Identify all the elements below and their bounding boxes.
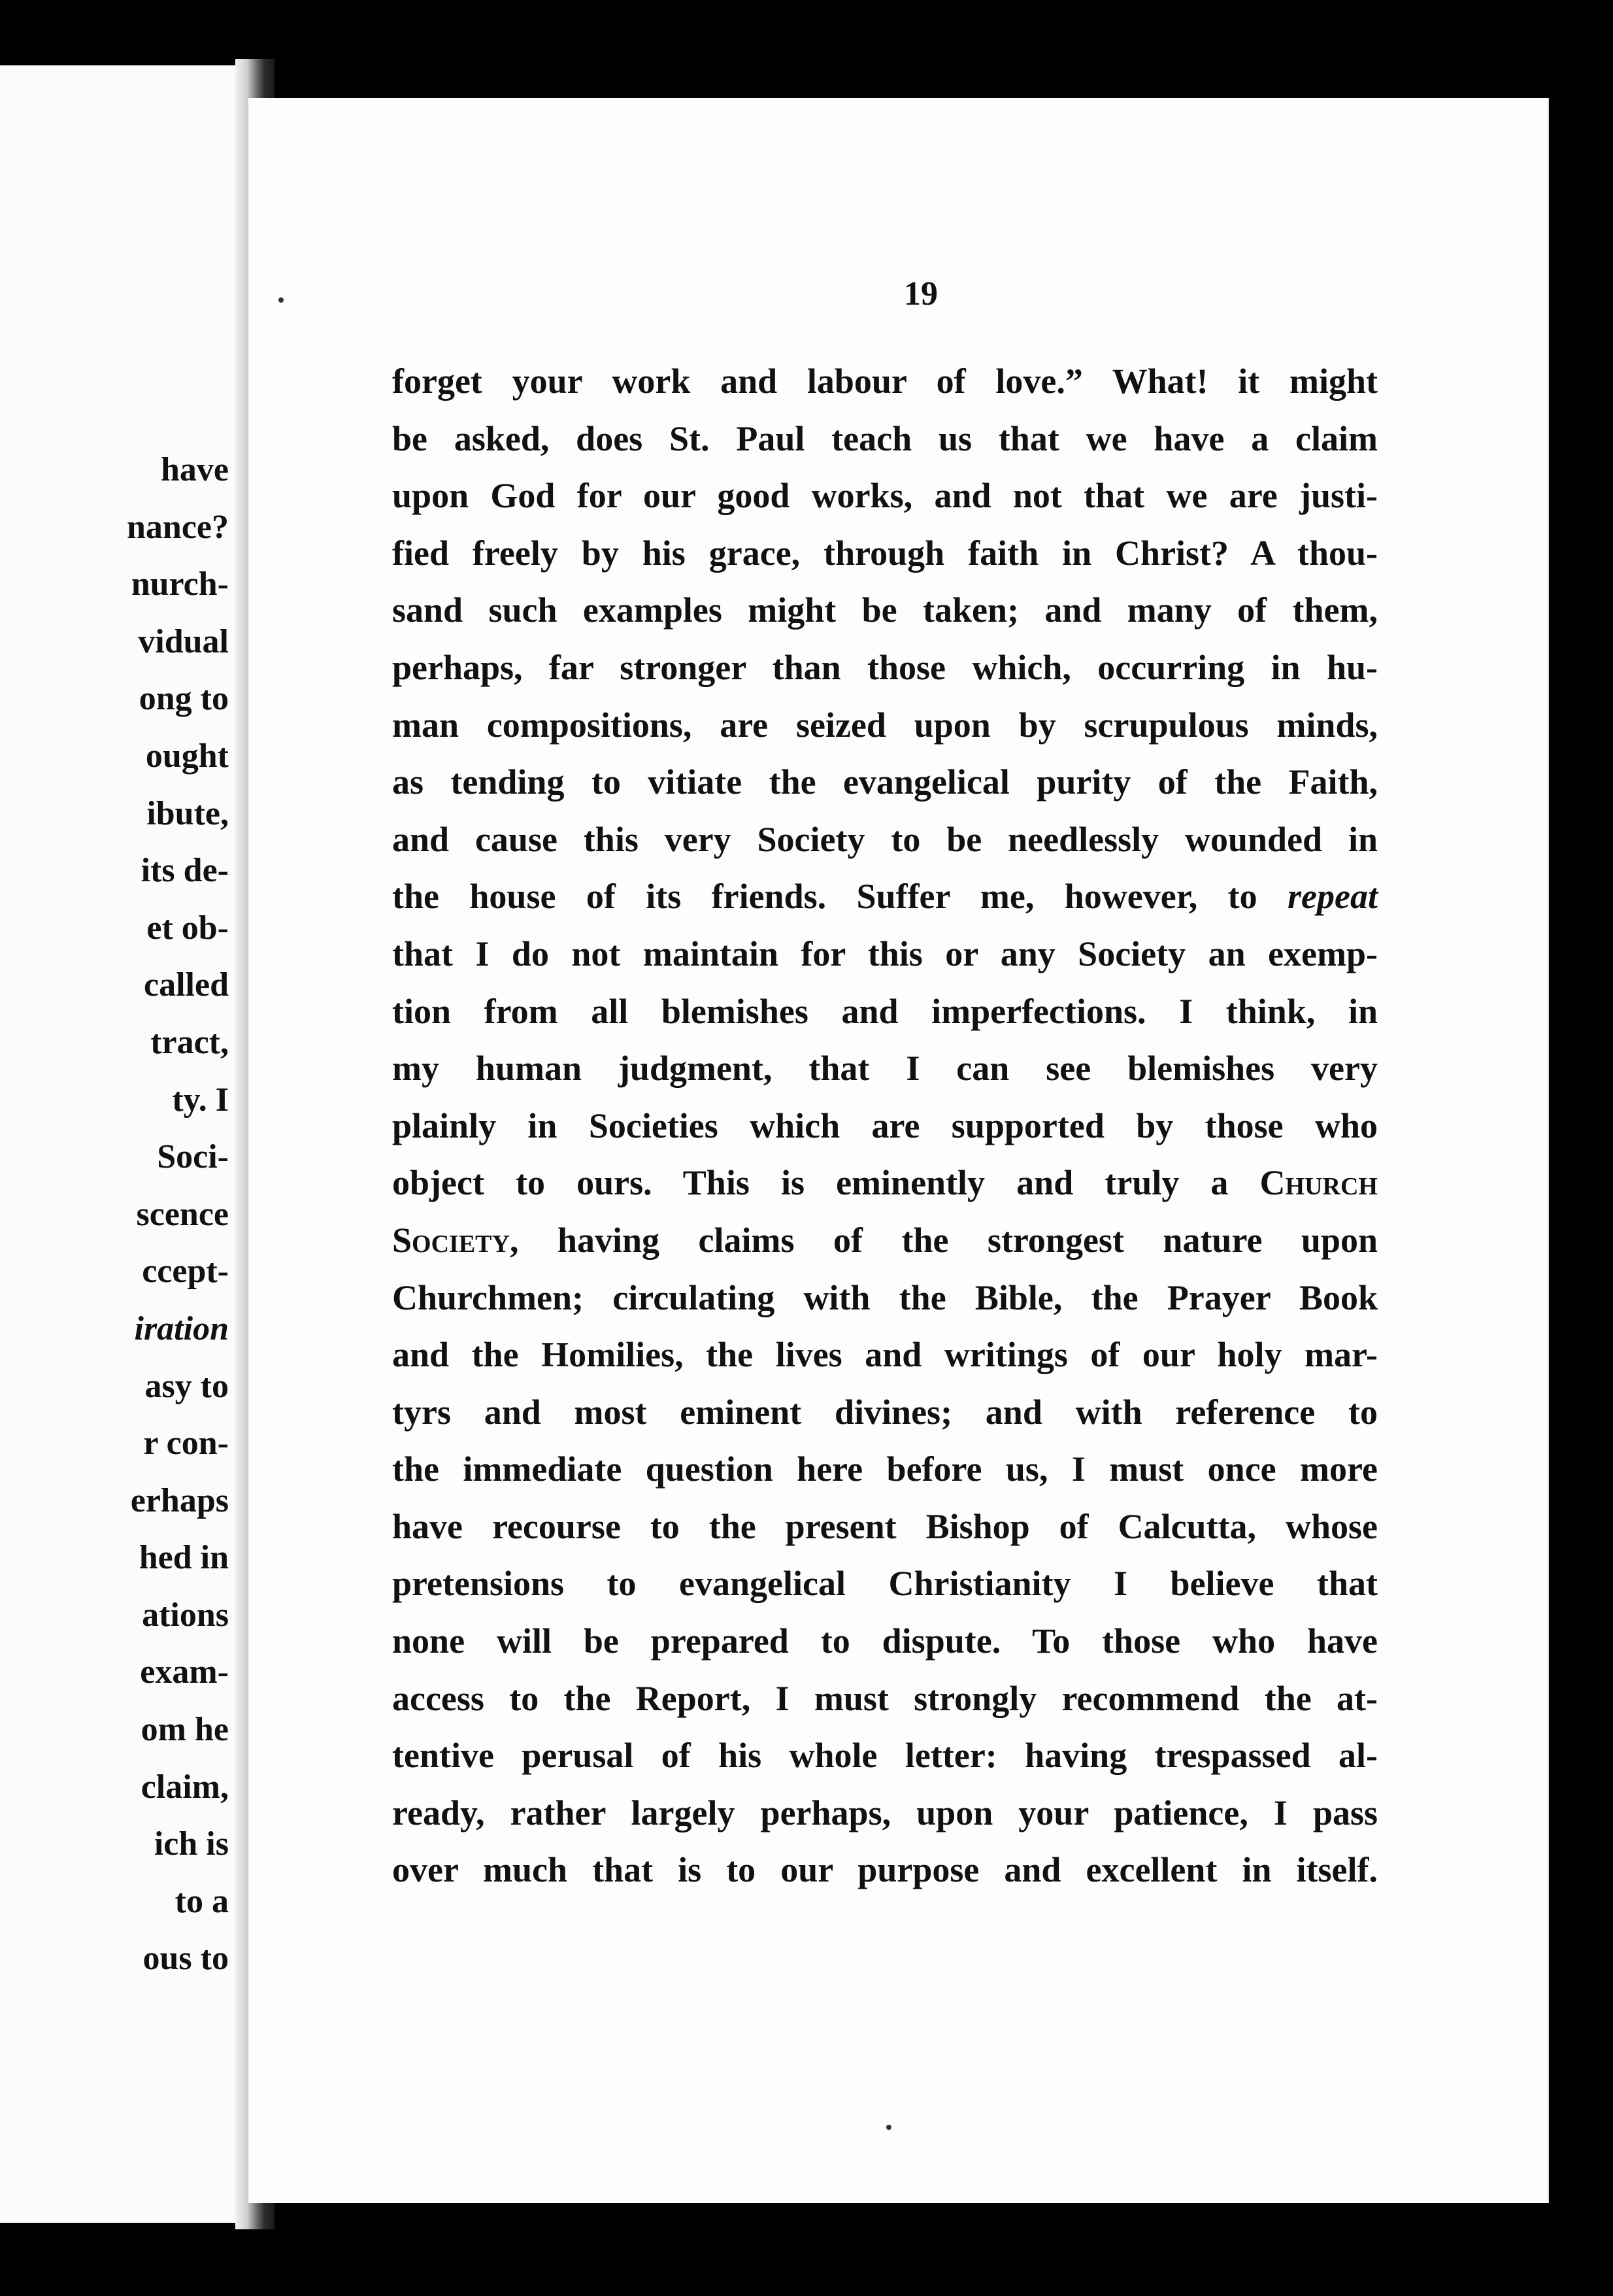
fragment-line: ich is [154,1825,229,1863]
fragment-line: ous to [142,1940,229,1978]
fragment-line: vidual [138,622,229,660]
page-number-text: 19 [904,275,938,312]
text-line: have recourse to the present Bishop of Calcutta, whose [392,1506,1378,1546]
fragment-line: asy to [144,1367,229,1405]
current-page [248,98,1549,2203]
fragment-line: its de- [141,852,229,890]
page-body-text [392,353,1378,1899]
previous-page-text-fragments [127,441,229,1987]
text-line: and cause this very Society to be needlessly wounded in [392,819,1378,859]
fragment-line: erhaps [130,1481,229,1519]
fragment-line: ty. I [172,1081,229,1119]
fragment-line: et ob- [146,909,229,947]
fragment-line: om he [141,1711,229,1749]
previous-page [0,65,248,2223]
fragment-line: tract, [150,1023,229,1061]
fragment-line: r con- [143,1425,229,1462]
fragment-line: exam- [140,1653,229,1691]
text-line: tion from all blemishes and imperfections. I think, in [392,991,1378,1031]
fragment-line: ccept- [142,1253,229,1291]
text-line: as tending to vitiate the evangelical purity of the Faith, [392,762,1378,802]
text-segment: object to ours. This is eminently and truly a [392,1163,1229,1203]
fragment-line: ought [145,737,229,775]
fragment-line: have [161,451,229,488]
small-caps-society: Society, [392,1220,519,1260]
text-line: tentive perusal of his whole letter: having trespassed al- [392,1736,1378,1776]
text-line: my human judgment, that I can see blemishes very [392,1049,1378,1089]
text-line: access to the Report, I must strongly recommend the at- [392,1678,1378,1718]
text-segment: the house of its friends. Suffer me, however, to [392,877,1257,917]
text-line-with-small-caps [392,1212,1378,1270]
text-segment: having claims of the strongest nature upon [557,1220,1378,1260]
text-line: the immediate question here before us, I must once more [392,1449,1378,1489]
scan-speck [278,297,284,303]
fragment-line: ong to [139,680,229,718]
text-line: over much that is to our purpose and excellent in itself. [392,1850,1378,1890]
italic-word-repeat: repeat [1288,877,1378,917]
page-number [248,275,1549,313]
text-line: and the Homilies, the lives and writings of our holy mar- [392,1335,1378,1375]
text-line: tyrs and most eminent divines; and with reference to [392,1392,1378,1432]
fragment-line: hed in [139,1539,229,1577]
text-line: Churchmen; circulating with the Bible, the Prayer Book [392,1277,1378,1317]
text-line-with-small-caps [392,1155,1378,1212]
text-line: none will be prepared to dispute. To those who have [392,1621,1378,1661]
text-line-with-italic [392,868,1378,926]
fragment-line: Soci- [157,1138,229,1176]
fragment-line: to a [175,1882,229,1920]
text-line: sand such examples might be taken; and many of them, [392,590,1378,630]
text-line: ready, rather largely perhaps, upon your patience, I pass [392,1793,1378,1832]
text-line: forget your work and labour of love.” What! it might [392,362,1378,401]
scan-speck [886,2125,891,2130]
text-line: man compositions, are seized upon by scrupulous minds, [392,705,1378,745]
text-line: pretensions to evangelical Christianity I believe that [392,1564,1378,1604]
text-line: plainly in Societies which are supported by those who [392,1106,1378,1145]
fragment-line: nance? [127,508,229,546]
fragment-line: nurch- [131,566,229,603]
small-caps-church: Church [1259,1163,1378,1203]
text-line: that I do not maintain for this or any Society an exemp- [392,934,1378,973]
fragment-line: scence [136,1195,229,1233]
fragment-line: claim, [141,1768,229,1806]
fragment-line: ations [142,1596,229,1634]
text-line: perhaps, far stronger than those which, occurring in hu- [392,647,1378,687]
fragment-line: iration [134,1309,229,1347]
fragment-line: called [144,966,229,1004]
text-line: upon God for our good works, and not that we are justi- [392,476,1378,516]
text-line: fied freely by his grace, through faith in Christ? A thou- [392,533,1378,573]
text-line: be asked, does St. Paul teach us that we have a claim [392,418,1378,458]
fragment-line: ibute, [146,794,229,832]
